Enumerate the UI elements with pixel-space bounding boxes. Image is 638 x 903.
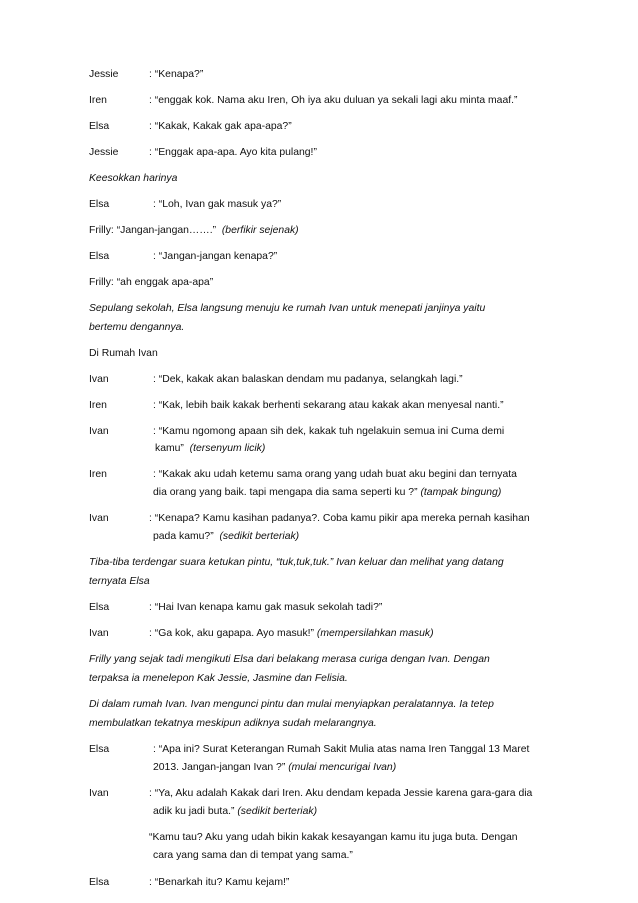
stage-note: (sedikit berteriak) <box>219 531 300 542</box>
dialogue-text: : “Ya, Aku adalah Kakak dari Iren. Aku dendam kepada Jessie karena gara-gara dia <box>149 788 533 799</box>
dialogue-text: : “Benarkah itu? Kamu kejam!” <box>149 877 290 888</box>
scene-direction: ternyata Elsa <box>89 576 150 587</box>
speaker-label: Elsa <box>89 121 110 132</box>
stage-note: (sedikit berteriak) <box>237 806 318 817</box>
dialogue-line <box>149 627 434 641</box>
speaker-label: Elsa <box>89 877 110 888</box>
speaker-label: Elsa <box>89 251 110 262</box>
dialogue-text: : “Hai Ivan kenapa kamu gak masuk sekolah tadi?” <box>149 602 383 613</box>
dialogue-text: kamu” <box>155 443 184 454</box>
dialogue-text: Frilly: “ah enggak apa-apa” <box>89 277 214 288</box>
speaker-label: Iren <box>89 469 107 480</box>
dialogue-text: “Kamu tau? Aku yang udah bikin kakak kesayangan kamu itu juga buta. Dengan <box>149 832 518 843</box>
speaker-label: Jessie <box>89 69 119 80</box>
dialogue-text: : “Kak, lebih baik kakak berhenti sekarang atau kakak akan menyesal nanti.” <box>153 400 504 411</box>
speaker-label: Ivan <box>89 426 109 437</box>
scene-direction: terpaksa ia menelepon Kak Jessie, Jasmine dan Felisia. <box>89 673 348 684</box>
scene-direction: Keesokkan harinya <box>89 173 178 184</box>
location-heading: Di Rumah Ivan <box>89 348 158 359</box>
dialogue-text: : “Kakak aku udah ketemu sama orang yang udah buat aku begini dan ternyata <box>153 469 517 480</box>
speaker-label: Elsa <box>89 602 110 613</box>
stage-note: (mulai mencurigai Ivan) <box>288 762 397 773</box>
scene-direction: membulatkan tekatnya meskipun adiknya sudah melarangnya. <box>89 718 377 729</box>
dialogue-text: : “Dek, kakak akan balaskan dendam mu padanya, selangkah lagi.” <box>153 374 463 385</box>
speaker-label: Elsa <box>89 199 110 210</box>
stage-note: (mempersilahkan masuk) <box>316 628 434 639</box>
speaker-label: Ivan <box>89 513 109 524</box>
dialogue-text: : “Enggak apa-apa. Ayo kita pulang!” <box>149 147 317 158</box>
speaker-label: Ivan <box>89 374 109 385</box>
speaker-label: Jessie <box>89 147 119 158</box>
speaker-label: Iren <box>89 400 107 411</box>
dialogue-text: 2013. Jangan-jangan Ivan ?” <box>153 762 286 773</box>
scene-direction: Frilly yang sejak tadi mengikuti Elsa dari belakang merasa curiga dengan Ivan. Dengan <box>89 654 490 665</box>
dialogue-text: dia orang yang baik. tapi mengapa dia sama seperti ku ?” <box>153 487 418 498</box>
dialogue-continuation <box>153 486 501 500</box>
stage-note: (berfikir sejenak) <box>221 225 299 236</box>
dialogue-text: : “Ga kok, aku gapapa. Ayo masuk!” <box>149 628 314 639</box>
dialogue-text: : “Kamu ngomong apaan sih dek, kakak tuh ngelakuin semua ini Cuma demi <box>153 426 505 437</box>
dialogue-text: : “Jangan-jangan kenapa?” <box>153 251 278 262</box>
scene-direction: bertemu dengannya. <box>89 322 185 333</box>
dialogue-continuation <box>153 805 317 819</box>
dialogue-continuation <box>153 761 396 775</box>
speaker-label: Ivan <box>89 628 109 639</box>
dialogue-text: : “Apa ini? Surat Keterangan Rumah Sakit Mulia atas nama Iren Tanggal 13 Maret <box>153 744 530 755</box>
dialogue-text: : “Kenapa?” <box>149 69 204 80</box>
dialogue-text: cara yang sama dan di tempat yang sama.” <box>153 850 353 861</box>
scene-direction: Di dalam rumah Ivan. Ivan mengunci pintu dan mulai menyiapkan peralatannya. Ia tetep <box>89 699 494 710</box>
dialogue-text: : “enggak kok. Nama aku Iren, Oh iya aku duluan ya sekali lagi aku minta maaf.” <box>149 95 518 106</box>
dialogue-text: pada kamu?” <box>153 531 214 542</box>
scene-direction: Sepulang sekolah, Elsa langsung menuju ke rumah Ivan untuk menepati janjinya yaitu <box>89 303 486 314</box>
stage-note: (tampak bingung) <box>420 487 502 498</box>
dialogue-continuation <box>155 442 265 456</box>
dialogue-text: : “Kakak, Kakak gak apa-apa?” <box>149 121 292 132</box>
dialogue-continuation <box>153 530 299 544</box>
stage-note: (tersenyum licik) <box>189 443 266 454</box>
dialogue-text: Frilly: “Jangan-jangan…….” <box>89 225 217 236</box>
dialogue-line <box>89 224 299 238</box>
speaker-label: Iren <box>89 95 107 106</box>
scene-direction: Tiba-tiba terdengar suara ketukan pintu, “tuk,tuk,tuk.” Ivan keluar dan melihat yang datang <box>89 557 504 568</box>
dialogue-text: adik ku jadi buta.” <box>153 806 235 817</box>
speaker-label: Elsa <box>89 744 110 755</box>
dialogue-text: : “Loh, Ivan gak masuk ya?” <box>153 199 282 210</box>
dialogue-text: : “Kenapa? Kamu kasihan padanya?. Coba kamu pikir apa mereka pernah kasihan <box>149 513 530 524</box>
speaker-label: Ivan <box>89 788 109 799</box>
